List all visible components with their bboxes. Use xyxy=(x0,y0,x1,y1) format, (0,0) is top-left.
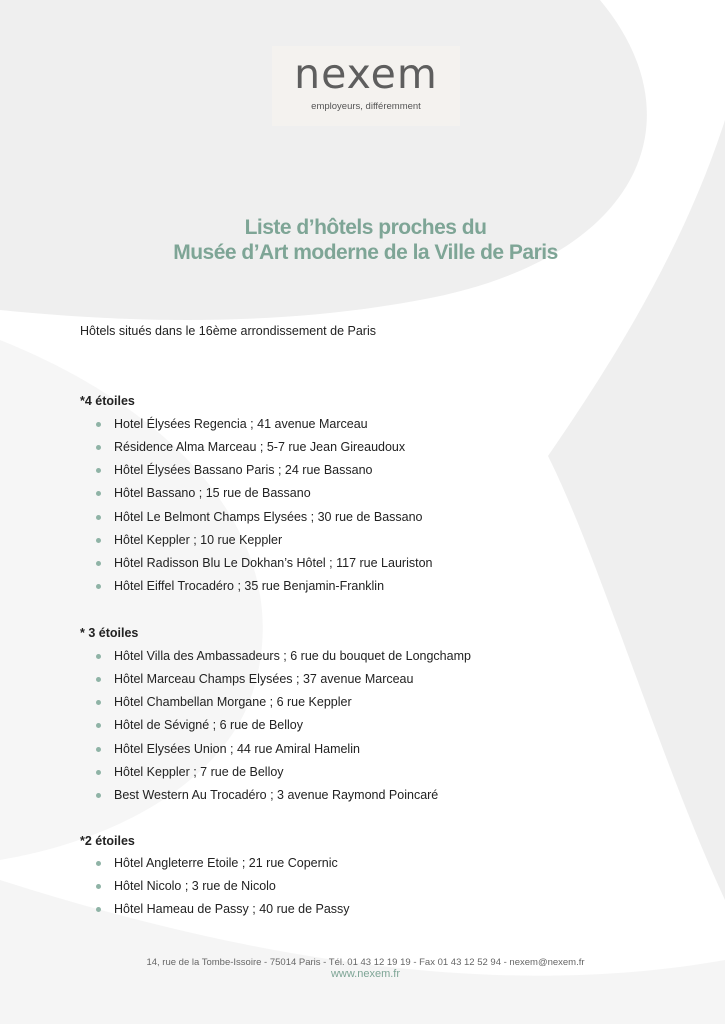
list-item xyxy=(96,647,471,670)
logo-wordmark: nexem xyxy=(294,50,438,98)
hotel-entry: Hôtel Chambellan Morgane ; 6 rue Keppler xyxy=(114,695,352,710)
bullet-icon xyxy=(96,584,101,589)
bullet-icon xyxy=(96,793,101,798)
hotel-entry: Hôtel Hameau de Passy ; 40 rue de Passy xyxy=(114,902,350,917)
list-item xyxy=(96,877,350,900)
hotel-entry: Hôtel Radisson Blu Le Dokhan’s Hôtel ; 117 rue Lauriston xyxy=(114,555,433,570)
section-heading-4-stars: *4 étoiles xyxy=(80,394,135,408)
list-item xyxy=(96,763,471,786)
hotel-entry: Hôtel Angleterre Etoile ; 21 rue Copernic xyxy=(114,856,338,870)
bullet-icon xyxy=(96,538,101,543)
section-heading-2-stars: *2 étoiles xyxy=(80,834,135,848)
list-item xyxy=(96,740,471,763)
page-title-line-2: Musée d’Art moderne de la Ville de Paris xyxy=(173,241,558,264)
bullet-icon xyxy=(96,700,101,705)
list-item xyxy=(96,786,471,809)
hotel-entry: Résidence Alma Marceau ; 5-7 rue Jean Gireaudoux xyxy=(114,440,406,455)
hotel-list-2-stars xyxy=(96,854,350,923)
hotel-entry: Hôtel Élysées Bassano Paris ; 24 rue Bassano xyxy=(114,463,373,478)
hotel-entry: Hôtel Nicolo ; 3 rue de Nicolo xyxy=(114,879,276,894)
hotel-list-4-stars xyxy=(96,415,432,600)
section-heading-3-stars: * 3 étoiles xyxy=(80,626,139,640)
bullet-icon xyxy=(96,515,101,520)
hotel-entry: Hôtel Le Belmont Champs Elysées ; 30 rue de Bassano xyxy=(114,509,423,524)
footer-address: 14, rue de la Tombe-Issoire - 75014 Paris - Tél. 01 43 12 19 19 - Fax 01 43 12 52 94 - nexem@nexem.fr xyxy=(146,957,585,968)
bullet-icon xyxy=(96,884,101,889)
page-title-line-1: Liste d’hôtels proches du xyxy=(244,216,487,239)
bullet-icon xyxy=(96,561,101,566)
list-item xyxy=(96,577,432,600)
bullet-icon xyxy=(96,861,101,866)
list-item xyxy=(96,461,432,484)
hotel-entry: Hôtel de Sévigné ; 6 rue de Belloy xyxy=(114,718,304,733)
bullet-icon xyxy=(96,422,101,427)
hotel-entry: Hôtel Marceau Champs Elysées ; 37 avenue Marceau xyxy=(114,672,414,687)
list-item xyxy=(96,854,350,877)
bullet-icon xyxy=(96,445,101,450)
list-item xyxy=(96,508,432,531)
list-item xyxy=(96,484,432,507)
bullet-icon xyxy=(96,468,101,473)
bullet-icon xyxy=(96,907,101,912)
bullet-icon xyxy=(96,770,101,775)
nexem-logo xyxy=(272,46,460,126)
bullet-icon xyxy=(96,654,101,659)
list-item xyxy=(96,415,432,438)
bullet-icon xyxy=(96,723,101,728)
hotel-entry: Hôtel Keppler ; 7 rue de Belloy xyxy=(114,764,284,779)
hotel-entry: Hotel Élysées Regencia ; 41 avenue Marceau xyxy=(114,417,368,431)
hotel-entry: Hôtel Villa des Ambassadeurs ; 6 rue du bouquet de Longchamp xyxy=(114,649,471,663)
list-item xyxy=(96,438,432,461)
list-item xyxy=(96,693,471,716)
footer-website-link[interactable]: www.nexem.fr xyxy=(330,968,401,980)
bullet-icon xyxy=(96,747,101,752)
hotel-entry: Hôtel Bassano ; 15 rue de Bassano xyxy=(114,486,311,501)
list-item xyxy=(96,716,471,739)
hotel-entry: Hôtel Eiffel Trocadéro ; 35 rue Benjamin-Franklin xyxy=(114,578,385,593)
intro-text: Hôtels situés dans le 16ème arrondissement de Paris xyxy=(80,324,376,338)
bullet-icon xyxy=(96,491,101,496)
list-item xyxy=(96,670,471,693)
hotel-entry: Best Western Au Trocadéro ; 3 avenue Raymond Poincaré xyxy=(114,787,439,802)
list-item xyxy=(96,554,432,577)
list-item xyxy=(96,531,432,554)
hotel-entry: Hôtel Keppler ; 10 rue Keppler xyxy=(114,532,283,547)
hotel-list-3-stars xyxy=(96,647,471,809)
hotel-entry: Hôtel Elysées Union ; 44 rue Amiral Hamelin xyxy=(114,741,360,756)
bullet-icon xyxy=(96,677,101,682)
logo-tagline: employeurs, différemment xyxy=(311,101,421,112)
list-item xyxy=(96,900,350,923)
